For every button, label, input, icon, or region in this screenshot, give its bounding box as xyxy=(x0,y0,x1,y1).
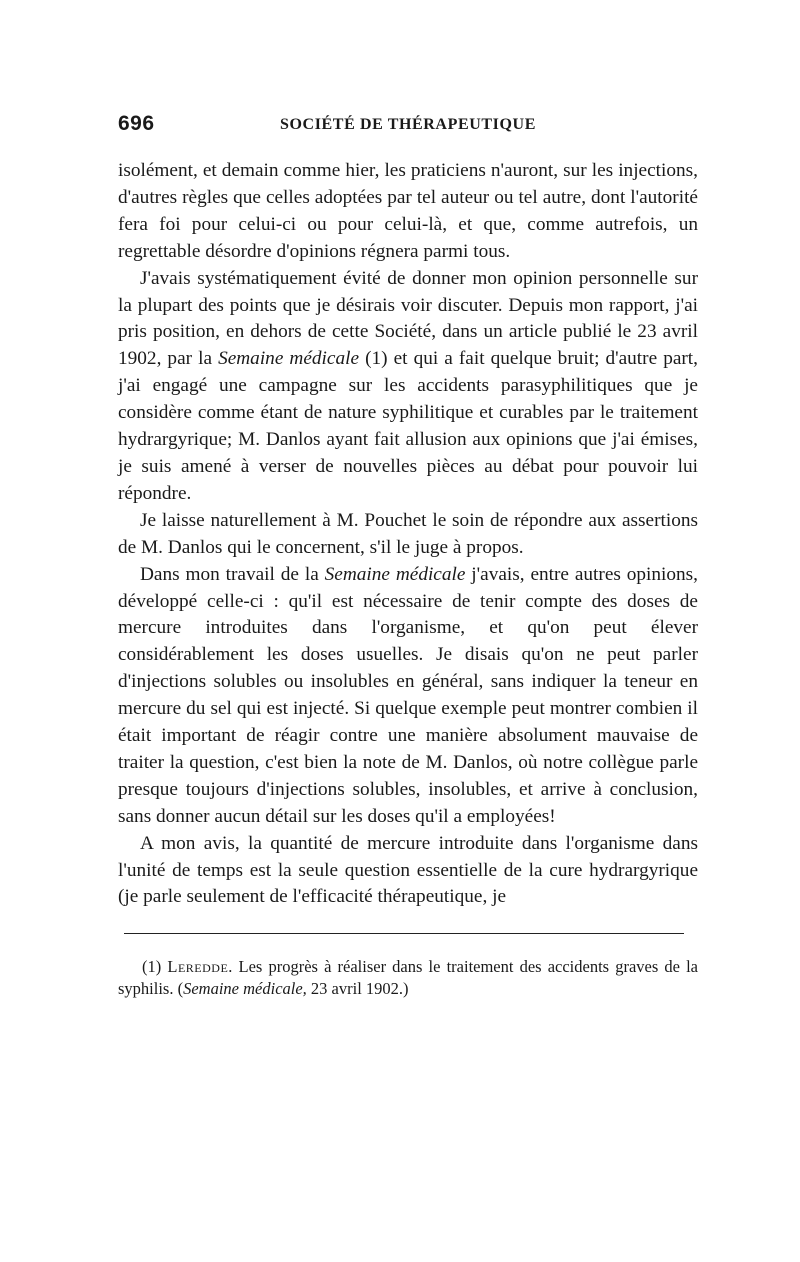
paragraph-text: A mon avis, la quantité de mercure introduite dans l'organisme dans l'unité de temps est la seule question essentielle de la cure hydrargyrique (je parle seulement de l'efficacité thérapeutique, je xyxy=(118,832,698,908)
journal-title: Semaine médicale xyxy=(324,563,466,585)
body-text xyxy=(118,158,698,911)
journal-title: Semaine médicale xyxy=(218,348,360,370)
footnote xyxy=(118,956,698,1000)
journal-title: Semaine médicale, xyxy=(183,979,307,999)
book-page xyxy=(118,112,698,1000)
footnote-marker: (1) xyxy=(142,957,168,977)
paragraph-text: j'avais, entre autres opinions, développé celle-ci : qu'il est nécessaire de tenir compte des doses de mercure introduites dans l'organisme, et qu'on peut élever considérablement les doses usuelles. Je disais qu'on ne peut parler d'injections solubles ou insolubles en général, sans indiquer la teneur en mercure du sel qui est injecté. Si quelque exemple peut montrer combien il était important de réagir contre une manière absolument mauvaise de traiter la question, c'est bien la note de M. Danlos, où notre collègue parle presque toujours d'injections solubles, insolubles, et arrive à conclusion, sans donner aucun détail sur les doses qu'il a employées! xyxy=(118,563,699,827)
paragraph xyxy=(118,831,698,912)
paragraph-text: isolément, et demain comme hier, les praticiens n'auront, sur les injections, d'autres règles que celles adoptées par tel auteur ou tel autre, dont l'autorité fera foi pour celui-ci ou pour celui-là, et que, comme autrefois, un regrettable désordre d'opinions régnera parmi tous. xyxy=(118,160,698,262)
page-number: 696 xyxy=(118,112,155,135)
footnote-text: . Les progrès à réaliser dans le traitement des accidents graves de la syphilis. ( xyxy=(118,957,698,999)
paragraph-continued xyxy=(118,158,698,266)
paragraph xyxy=(118,508,698,562)
footnote-text: 23 avril 1902.) xyxy=(306,979,409,999)
page-header xyxy=(118,112,698,152)
paragraph xyxy=(118,266,698,508)
running-title: SOCIÉTÉ DE THÉRAPEUTIQUE xyxy=(280,116,536,133)
paragraph-text: (1) et qui a fait quelque bruit; d'autre part, j'ai engagé une campagne sur les accidents parasyphilitiques que je considère comme étant de nature syphilitique et curables par le traitement hydrargyrique; M. Danlos ayant fait allusion aux opinions que j'ai émises, je suis amené à verser de nouvelles pièces au débat pour pouvoir lui répondre. xyxy=(118,348,698,504)
paragraph xyxy=(118,562,698,831)
footnote-divider xyxy=(124,933,684,934)
paragraph-text: J'avais systématiquement évité de donner mon opinion personnelle sur la plupart des points que je désirais voir discuter. Depuis mon rapport, j'ai pris position, en dehors de cette Société, dans un article publié le 23 avril 1902, par la xyxy=(118,267,698,370)
paragraph-text: Dans mon travail de la xyxy=(140,563,325,585)
footnote-author: Leredde xyxy=(167,957,229,977)
paragraph-text: Je laisse naturellement à M. Pouchet le soin de répondre aux assertions de M. Danlos qui le concernent, s'il le juge à propos. xyxy=(118,509,698,558)
